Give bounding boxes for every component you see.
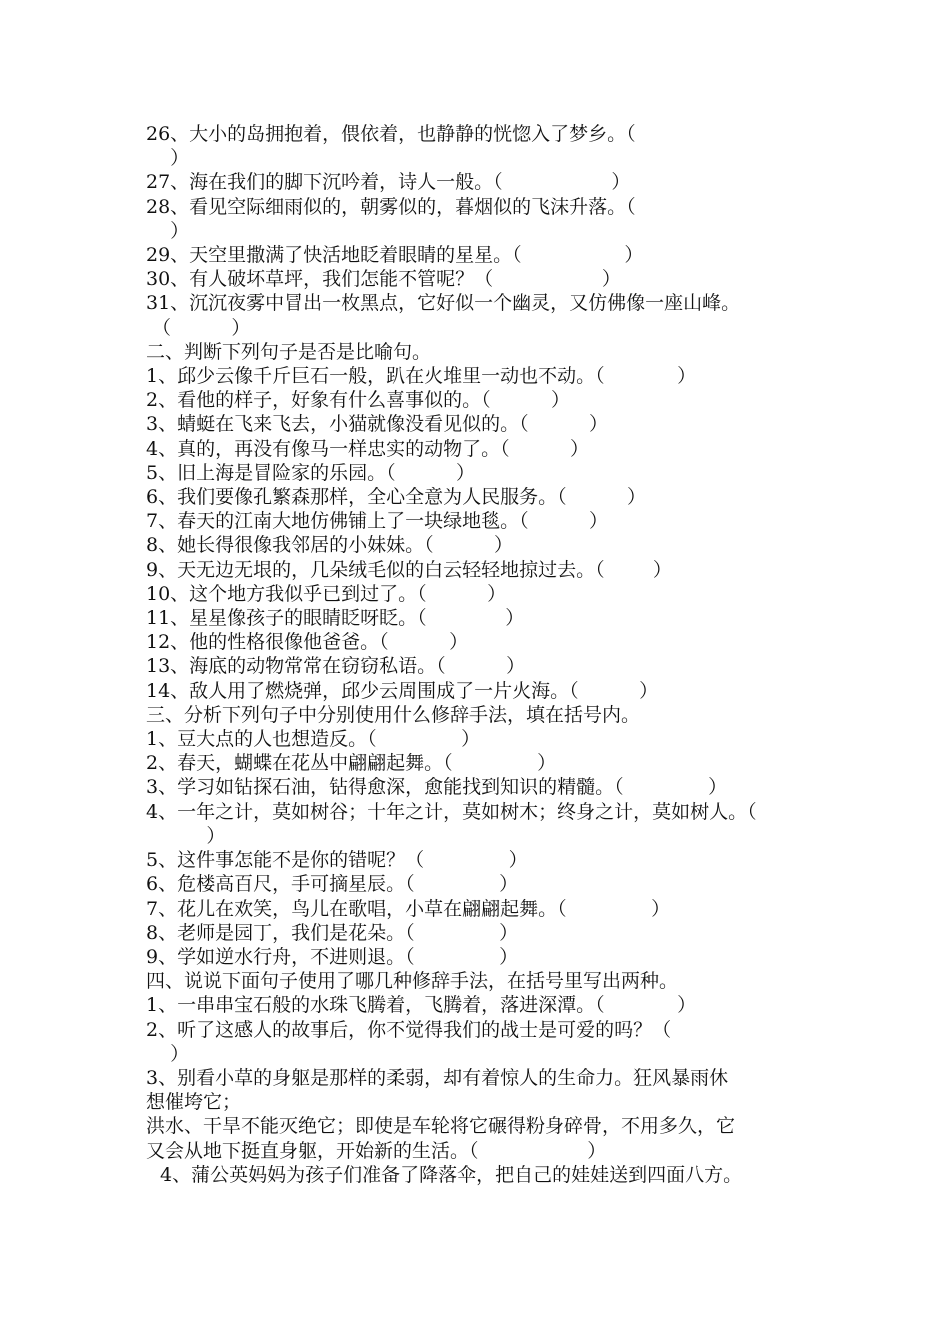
text-line: 11、星星像孩子的眼睛眨呀眨。（ ） [146,607,525,630]
text-line: 9、学如逆水行舟，不进则退。（ ） [146,945,519,968]
text-line: ） [146,219,190,242]
text-line: 29、天空里撒满了快活地眨着眼睛的星星。（ ） [146,244,644,267]
text-line: 2、听了这感人的故事后，你不觉得我们的战士是可爱的吗？（ [146,1018,672,1041]
text-line: 2、看他的样子，好象有什么喜事似的。（ ） [146,389,570,412]
text-line: 6、我们要像孔繁森那样，全心全意为人民服务。（ ） [146,486,646,509]
text-line: 8、老师是园丁，我们是花朵。（ ） [146,921,519,944]
text-line: ） [146,147,190,170]
text-line: 1、一串串宝石般的水珠飞腾着，飞腾着，落进深潭。（ ） [146,994,697,1017]
text-line: 13、海底的动物常常在窃窃私语。（ ） [146,655,526,678]
section-heading: 三、分析下列句子中分别使用什么修辞手法，填在括号内。 [146,703,641,726]
text-line: 9、天无边无垠的，几朵绒毛似的白云轻轻地掠过去。（ ） [146,558,672,581]
section-heading: 二、判断下列句子是否是比喻句。 [146,340,432,363]
text-line: 28、看见空际细雨似的，朝雾似的，暮烟似的飞沫升落。（ [146,195,636,218]
text-line: 3、别看小草的身躯是那样的柔弱，却有着惊人的生命力。狂风暴雨休 [146,1066,729,1089]
text-line: 14、敌人用了燃烧弹，邱少云周围成了一片火海。（ ） [146,679,659,702]
text-line: 27、海在我们的脚下沉吟着，诗人一般。（ ） [146,171,631,194]
text-line: 31、沉沉夜雾中冒出一枚黑点，它好似一个幽灵，又仿佛像一座山峰。 [146,292,741,315]
text-line: 4、一年之计，莫如树谷；十年之计，莫如树木；终身之计，莫如树人。（ [146,800,757,823]
text-line: 3、学习如钻探石油，钻得愈深，愈能找到知识的精髓。（ ） [146,776,728,799]
text-line: 7、春天的江南大地仿佛铺上了一块绿地毯。（ ） [146,510,608,533]
text-line: 1、豆大点的人也想造反。（ ） [146,728,481,751]
text-line: 4、真的，再没有像马一样忠实的动物了。（ ） [146,437,589,460]
text-line: 7、花儿在欢笑，鸟儿在歌唱，小草在翩翩起舞。（ ） [146,897,671,920]
text-line: 6、危楼高百尺，手可摘星辰。（ ） [146,873,519,896]
text-line: 4、蒲公英妈妈为孩子们准备了降落伞，把自己的娃娃送到四面八方。 [160,1163,743,1186]
text-line: 1、邱少云像千斤巨石一般，趴在火堆里一动也不动。（ ） [146,365,697,388]
text-line: 10、这个地方我似乎已到过了。（ ） [146,582,507,605]
text-line: 又会从地下挺直身躯，开始新的生活。（ ） [146,1139,607,1162]
text-line: 5、旧上海是冒险家的乐园。（ ） [146,461,475,484]
text-line: （ ） [146,316,251,339]
text-line: 30、有人破坏草坪，我们怎能不管呢？（ ） [146,268,621,291]
text-line: 26、大小的岛拥抱着，偎依着，也静静的恍惚入了梦乡。（ [146,123,636,145]
text-line: ） [146,824,226,847]
text-line: 5、这件事怎能不是你的错呢？（ ） [146,849,528,872]
section-heading: 四、说说下面句子使用了哪几种修辞手法，在括号里写出两种。 [146,970,679,993]
text-line: 3、蜻蜓在飞来飞去，小猫就像没看见似的。（ ） [146,413,608,436]
text-line: 12、他的性格很像他爸爸。（ ） [146,631,469,654]
text-line: 想催垮它； [146,1091,242,1114]
exercise-text [146,122,826,1187]
text-line: 洪水、干旱不能灭绝它；即使是车轮将它碾得粉身碎骨，不用多久，它 [146,1115,736,1138]
text-line: ） [146,1042,190,1065]
text-line: 8、她长得很像我邻居的小妹妹。（ ） [146,534,513,557]
text-line: 2、春天，蝴蝶在花丛中翩翩起舞。（ ） [146,752,557,775]
